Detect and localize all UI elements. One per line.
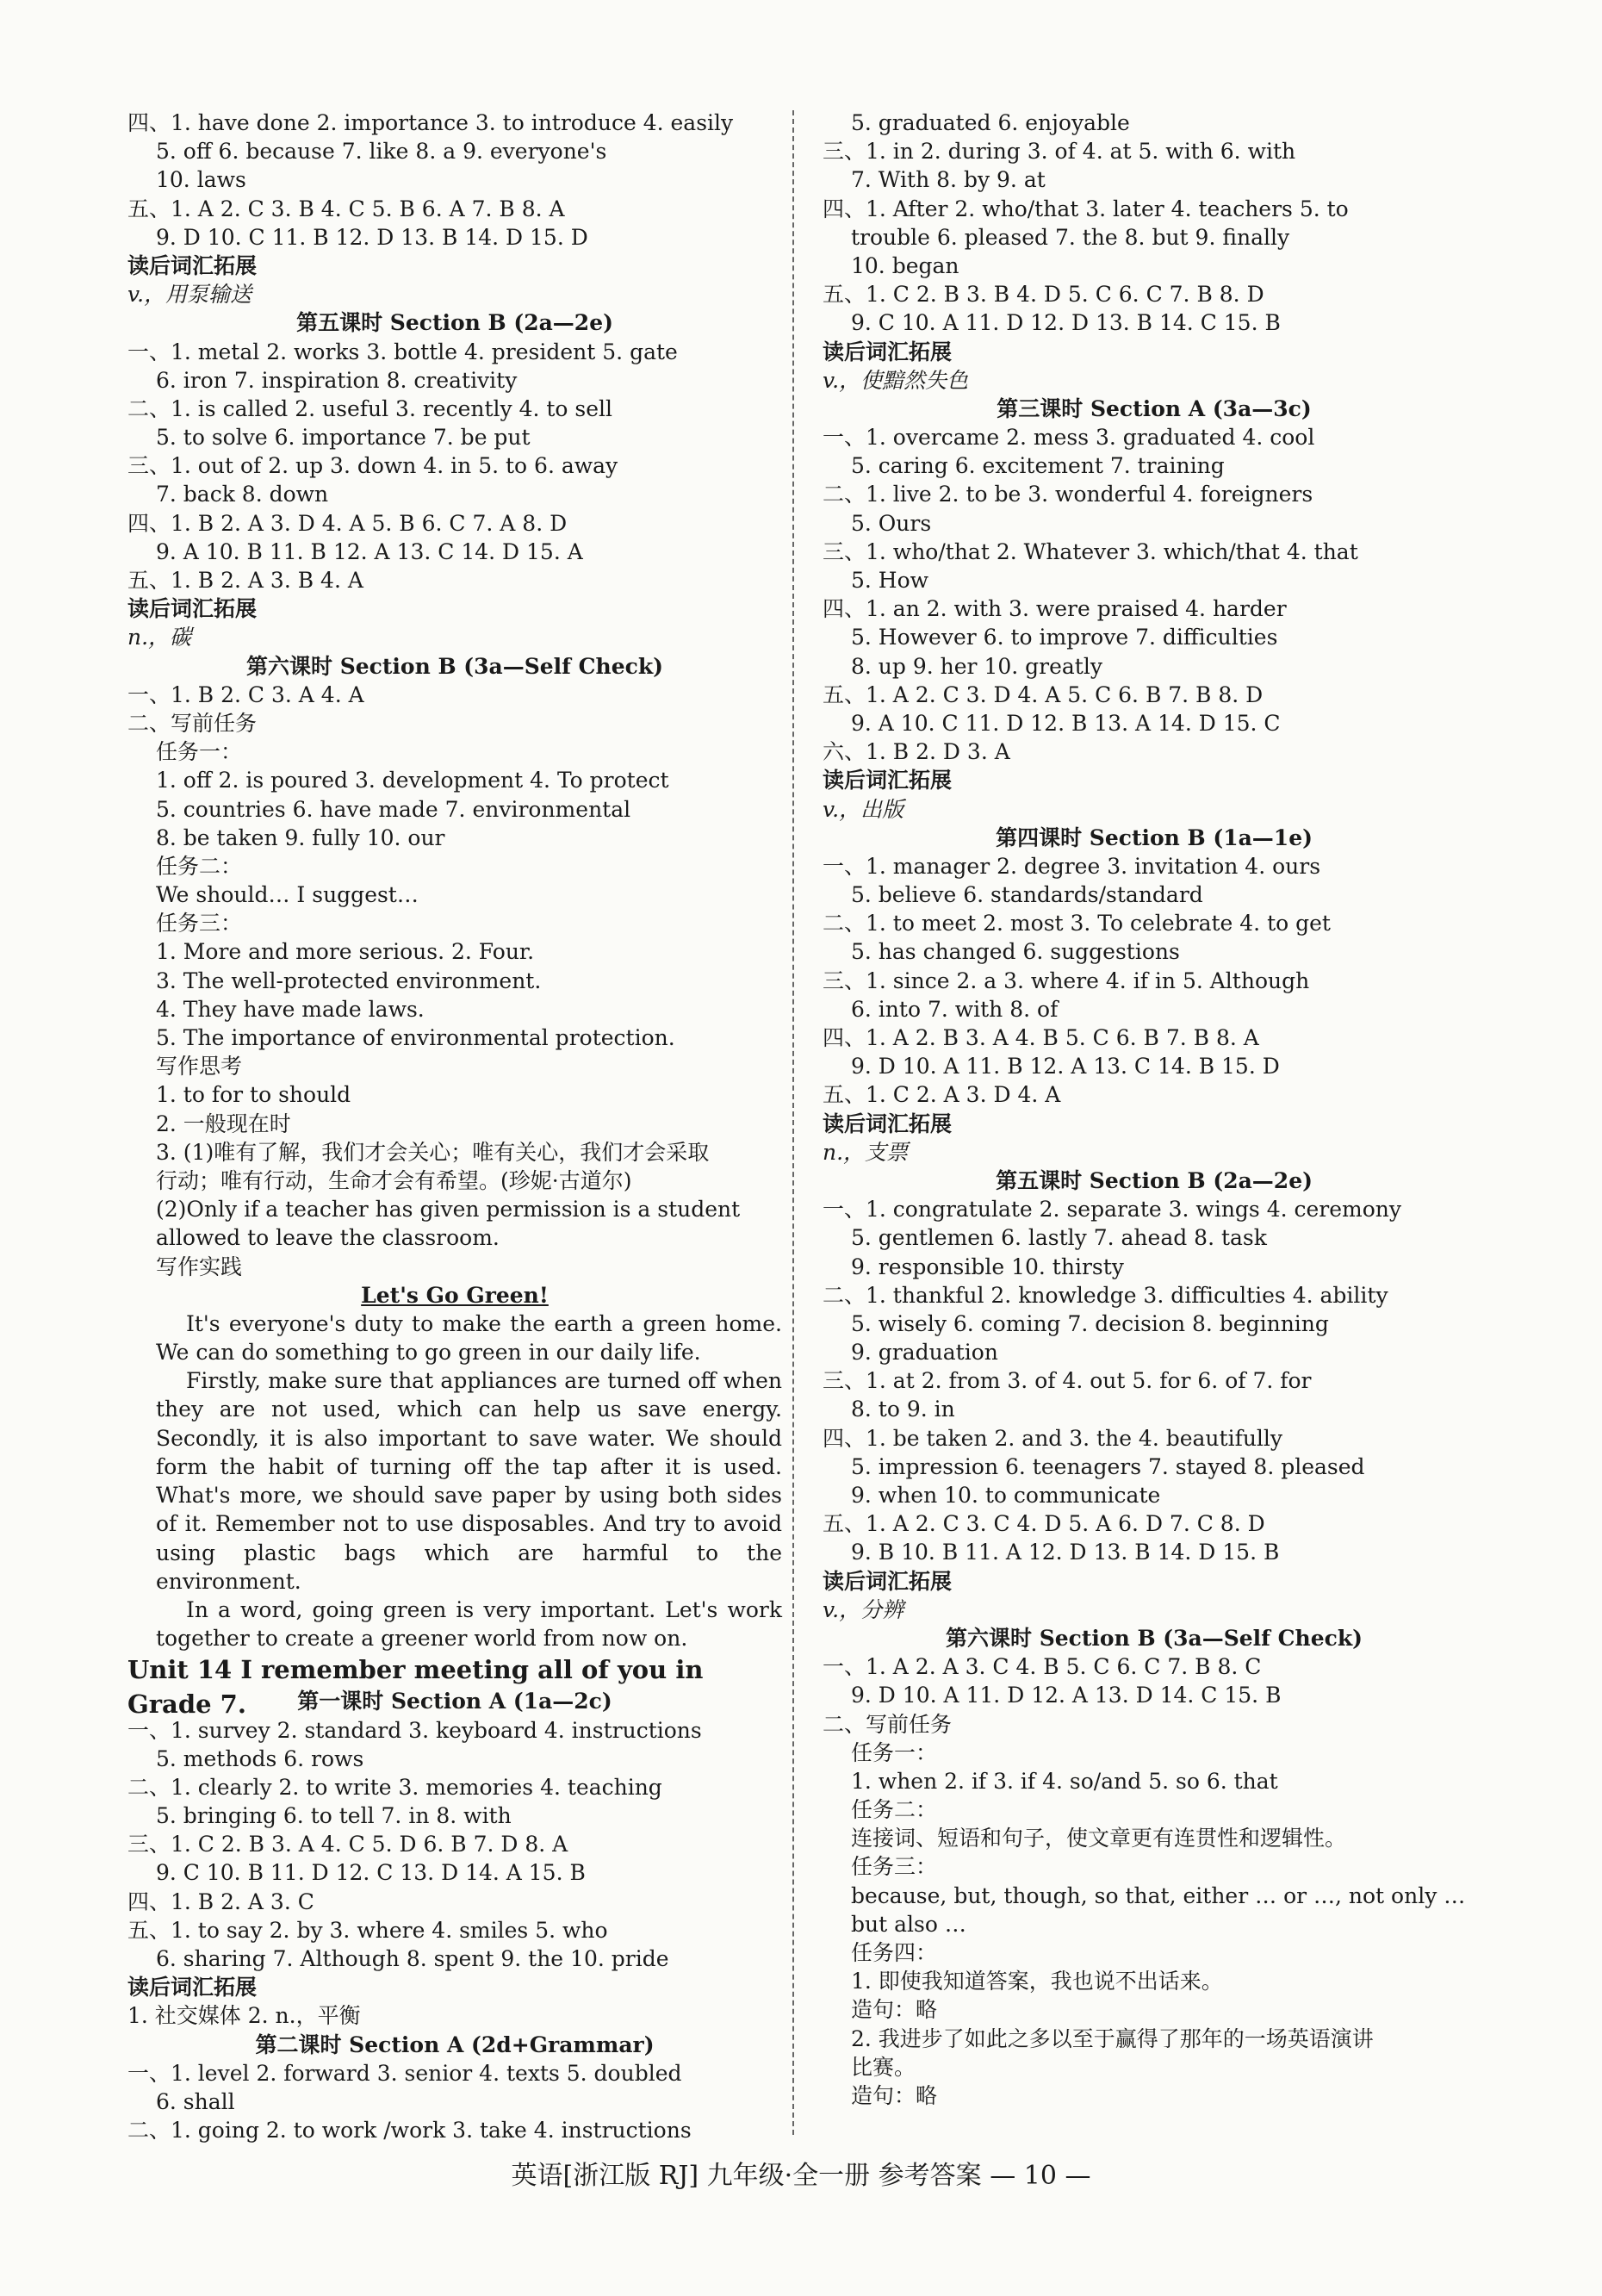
answer-line: 9. graduation — [851, 1340, 998, 1366]
answer-line: 3. The well-protected environment. — [156, 968, 542, 993]
answer-line: 读后词汇拓展 — [823, 339, 953, 364]
answer-line: 5. impression 6. teenagers 7. stayed 8. pleased — [851, 1453, 1365, 1479]
answer-line: 5. However 6. to improve 7. difficulties — [851, 625, 1278, 650]
answer-line: v.，使黯然失色 — [823, 367, 969, 393]
answer-line: 7. With 8. by 9. at — [851, 167, 1046, 193]
answer-line: 五、1. A 2. C 3. C 4. D 5. A 6. D 7. C 8. D — [823, 1511, 1265, 1537]
answer-line: 1. when 2. if 3. if 4. so/and 5. so 6. that — [851, 1768, 1278, 1794]
answer-line: 5. wisely 6. coming 7. decision 8. beginning — [851, 1310, 1329, 1336]
answer-line: 任务一： — [156, 739, 243, 765]
section-title: 第五课时 Section B (2a—2e) — [996, 1167, 1313, 1193]
answer-line: 5. gentlemen 6. lastly 7. ahead 8. task — [851, 1225, 1267, 1251]
answer-line: v.，出版 — [823, 796, 904, 822]
answer-line: 五、1. C 2. A 3. D 4. A — [823, 1082, 1061, 1108]
answer-line: 9. when 10. to communicate — [851, 1483, 1161, 1508]
answer-line: 8. be taken 9. fully 10. our — [156, 824, 445, 850]
answer-line: 任务三： — [851, 1854, 938, 1880]
answer-line: 5. The importance of environmental protection. — [156, 1025, 675, 1050]
section-title: 第四课时 Section B (1a—1e) — [996, 824, 1313, 850]
answer-line: 读后词汇拓展 — [823, 1111, 953, 1136]
section-title: 第五课时 Section B (2a—2e) — [296, 310, 613, 336]
answer-line: 9. D 10. A 11. D 12. A 13. D 14. C 15. B — [851, 1683, 1282, 1708]
answer-line: but also … — [851, 1911, 966, 1937]
answer-line: 一、1. level 2. forward 3. senior 4. texts 5. doubled — [127, 2060, 682, 2086]
answer-line: 读后词汇拓展 — [823, 1568, 953, 1594]
answer-line: allowed to leave the classroom. — [156, 1225, 500, 1251]
answer-line: 三、1. at 2. from 3. of 4. out 5. for 6. of 7. for — [823, 1368, 1312, 1394]
answer-line: 二、1. clearly 2. to write 3. memories 4. teaching — [127, 1774, 662, 1800]
answer-line: 2. 一般现在时 — [156, 1111, 291, 1136]
section-title: 第二课时 Section A (2d+Grammar) — [255, 2032, 655, 2057]
answer-line: 10. laws — [156, 167, 246, 193]
answer-line: 5. caring 6. excitement 7. training — [851, 453, 1225, 479]
answer-line: 二、写前任务 — [823, 1711, 953, 1737]
answer-line: 9. A 10. C 11. D 12. B 13. A 14. D 15. C — [851, 710, 1281, 736]
section-title: 第六课时 Section B (3a—Self Check) — [245, 653, 663, 679]
answer-line: 2. 我进步了如此之多以至于赢得了那年的一场英语演讲 — [851, 2025, 1374, 2051]
left-column — [127, 109, 782, 2144]
answer-line: 写作实践 — [156, 1254, 243, 1279]
answer-line: trouble 6. pleased 7. the 8. but 9. finally — [851, 224, 1290, 250]
answer-line: 5. bringing 6. to tell 7. in 8. with — [156, 1803, 512, 1829]
answer-line: 9. C 10. A 11. D 12. D 13. B 14. C 15. B — [851, 310, 1281, 336]
answer-line: 连接词、短语和句子，使文章更有连贯性和逻辑性。 — [851, 1826, 1347, 1851]
answer-line: 读后词汇拓展 — [823, 768, 953, 793]
answer-line: 二、1. thankful 2. knowledge 3. difficulties 4. ability — [823, 1282, 1388, 1308]
answer-line: 四、1. be taken 2. and 3. the 4. beautifully — [823, 1425, 1283, 1451]
answer-line: 一、1. survey 2. standard 3. keyboard 4. instructions — [127, 1717, 702, 1743]
answer-line: 读后词汇拓展 — [127, 596, 258, 622]
answer-line: 9. B 10. B 11. A 12. D 13. B 14. D 15. B — [851, 1540, 1280, 1565]
answer-line: 5. to solve 6. importance 7. be put — [156, 425, 531, 451]
answer-line: 五、1. A 2. C 3. B 4. C 5. B 6. A 7. B 8. A — [127, 196, 565, 221]
answer-line: 5. countries 6. have made 7. environmental — [156, 796, 631, 822]
answer-line: 四、1. After 2. who/that 3. later 4. teachers 5. to — [823, 196, 1349, 221]
answer-line: 五、1. B 2. A 3. B 4. A — [127, 568, 363, 593]
answer-line: v.，分辨 — [823, 1596, 904, 1622]
unit-title: Unit 14 I remember meeting all of you in Grade 7. — [127, 1655, 704, 1720]
answer-line: 8. to 9. in — [851, 1397, 955, 1422]
answer-line: 9. C 10. B 11. D 12. C 13. D 14. A 15. B — [156, 1860, 586, 1886]
answer-line: 任务一： — [851, 1739, 938, 1765]
answer-line: 一、1. B 2. C 3. A 4. A — [127, 681, 364, 707]
answer-line: 6. sharing 7. Although 8. spent 9. the 10. pride — [156, 1946, 669, 1971]
answer-line: 5. Ours — [851, 510, 932, 536]
answer-line: 读后词汇拓展 — [127, 252, 258, 278]
answer-line: 5. believe 6. standards/standard — [851, 882, 1203, 908]
answer-line: 一、1. manager 2. degree 3. invitation 4. ours — [823, 853, 1321, 879]
section-title: 第一课时 Section A (1a—2c) — [297, 1689, 612, 1714]
answer-line: 一、1. congratulate 2. separate 3. wings 4. ceremony — [823, 1197, 1402, 1223]
answer-line: 四、1. B 2. A 3. D 4. A 5. B 6. C 7. A 8. D — [127, 510, 568, 536]
section-title: 第三课时 Section A (3a—3c) — [997, 395, 1312, 421]
answer-line: 四、1. B 2. A 3. C — [127, 1888, 314, 1914]
answer-line: 1. to for to should — [156, 1082, 351, 1108]
answer-line: 三、1. out of 2. up 3. down 4. in 5. to 6. away — [127, 453, 618, 479]
answer-line: 二、写前任务 — [127, 710, 258, 736]
answer-line: 行动；唯有行动，生命才会有希望。(珍妮·古道尔) — [156, 1167, 632, 1193]
answer-line: We should… I suggest… — [156, 882, 419, 908]
answer-line: 五、1. C 2. B 3. B 4. D 5. C 6. C 7. B 8. D — [823, 282, 1264, 308]
answer-line: 4. They have made laws. — [156, 996, 425, 1022]
answer-line: 比赛。 — [851, 2054, 916, 2080]
answer-line: 二、1. is called 2. useful 3. recently 4. to sell — [127, 395, 613, 421]
essay-paragraph: It's everyone's duty to make the earth a green home. We can do something to go green in our daily life. — [156, 1310, 782, 1366]
answer-line: 五、1. to say 2. by 3. where 4. smiles 5. who — [127, 1917, 608, 1943]
answer-line: 1. 社交媒体 2. n.，平衡 — [127, 2003, 361, 2029]
answer-line: 任务二： — [156, 853, 243, 879]
answer-line: 任务四： — [851, 1940, 938, 1965]
answer-line: 二、1. going 2. to work /work 3. take 4. instructions — [127, 2118, 692, 2144]
answer-line: n.，支票 — [823, 1139, 909, 1165]
section-title: 第六课时 Section B (3a—Self Check) — [945, 1625, 1363, 1651]
answer-line: 5. graduated 6. enjoyable — [851, 110, 1130, 135]
right-column — [823, 109, 1486, 2110]
answer-line: 8. up 9. her 10. greatly — [851, 653, 1102, 679]
answer-line: 写作思考 — [156, 1054, 243, 1080]
essay-paragraph: Firstly, make sure that appliances are turned off when they are not used, which can help us save energy. Secondly, it is also important to save water. We should form the habit of turning off the tap after it is used. What's more, we should save paper by using both sides of it. Remember not to use disposables. And try to avoid using plastic bags which are harmful to the environment. — [156, 1368, 782, 1594]
answer-line: 5. How — [851, 568, 929, 593]
answer-line: v.，用泵输送 — [127, 282, 252, 308]
answer-line: 三、1. since 2. a 3. where 4. if in 5. Although — [823, 968, 1310, 993]
answer-line: 一、1. overcame 2. mess 3. graduated 4. cool — [823, 425, 1315, 451]
answer-line: 二、1. to meet 2. most 3. To celebrate 4. to get — [823, 911, 1331, 936]
essay-paragraph: In a word, going green is very important. Let's work together to create a greener world from now on. — [156, 1596, 782, 1652]
answer-line: because, but, though, so that, either … or …, not only … — [851, 1882, 1466, 1908]
answer-line: 六、1. B 2. D 3. A — [823, 739, 1010, 765]
answer-line: n.，碳 — [127, 625, 192, 650]
answer-line: 三、1. in 2. during 3. of 4. at 5. with 6. with — [823, 139, 1296, 165]
answer-line: 五、1. A 2. C 3. D 4. A 5. C 6. B 7. B 8. D — [823, 681, 1264, 707]
answer-line: (2)Only if a teacher has given permission is a student — [156, 1197, 741, 1223]
answer-line: 5. methods 6. rows — [156, 1745, 364, 1771]
answer-line: 二、1. live 2. to be 3. wonderful 4. foreigners — [823, 482, 1313, 507]
answer-line: 9. A 10. B 11. B 12. A 13. C 14. D 15. A — [156, 538, 583, 564]
answer-line: 四、1. have done 2. importance 3. to introduce 4. easily — [127, 110, 734, 135]
answer-line: 3. (1)唯有了解，我们才会关心；唯有关心，我们才会采取 — [156, 1139, 710, 1165]
answer-line: 5. off 6. because 7. like 8. a 9. everyone's — [156, 139, 607, 165]
answer-line: 6. iron 7. inspiration 8. creativity — [156, 367, 518, 393]
answer-line: 6. into 7. with 8. of — [851, 996, 1059, 1022]
answer-line: 1. 即使我知道答案，我也说不出话来。 — [851, 1969, 1223, 1994]
answer-line: 1. off 2. is poured 3. development 4. To protect — [156, 768, 669, 793]
answer-line: 任务三： — [156, 911, 243, 936]
answer-line: 造句：略 — [851, 2082, 938, 2108]
answer-line: 7. back 8. down — [156, 482, 329, 507]
answer-line: 一、1. metal 2. works 3. bottle 4. president 5. gate — [127, 339, 678, 364]
answer-line: 1. More and more serious. 2. Four. — [156, 939, 535, 965]
column-divider — [792, 110, 794, 2135]
answer-line: 10. began — [851, 252, 959, 278]
page-footer: 英语[浙江版 RJ] 九年级·全一册 参考答案 — 10 — — [511, 2161, 1091, 2191]
essay-title: Let's Go Green! — [361, 1282, 549, 1308]
answer-line: 造句：略 — [851, 1997, 938, 2023]
answer-line: 四、1. A 2. B 3. A 4. B 5. C 6. B 7. B 8. A — [823, 1025, 1259, 1050]
answer-line: 三、1. who/that 2. Whatever 3. which/that 4. that — [823, 538, 1358, 564]
answer-line: 6. shall — [156, 2088, 235, 2114]
answer-line: 9. responsible 10. thirsty — [851, 1254, 1124, 1279]
answer-line: 读后词汇拓展 — [127, 1975, 258, 2000]
answer-line: 9. D 10. C 11. B 12. D 13. B 14. D 15. D — [156, 224, 588, 250]
answer-line: 一、1. A 2. A 3. C 4. B 5. C 6. C 7. B 8. C — [823, 1654, 1262, 1680]
answer-line: 9. D 10. A 11. B 12. A 13. C 14. B 15. D — [851, 1054, 1280, 1080]
answer-line: 三、1. C 2. B 3. A 4. C 5. D 6. B 7. D 8. A — [127, 1832, 568, 1857]
answer-line: 任务二： — [851, 1797, 938, 1823]
answer-line: 5. has changed 6. suggestions — [851, 939, 1180, 965]
answer-line: 四、1. an 2. with 3. were praised 4. harder — [823, 596, 1287, 622]
